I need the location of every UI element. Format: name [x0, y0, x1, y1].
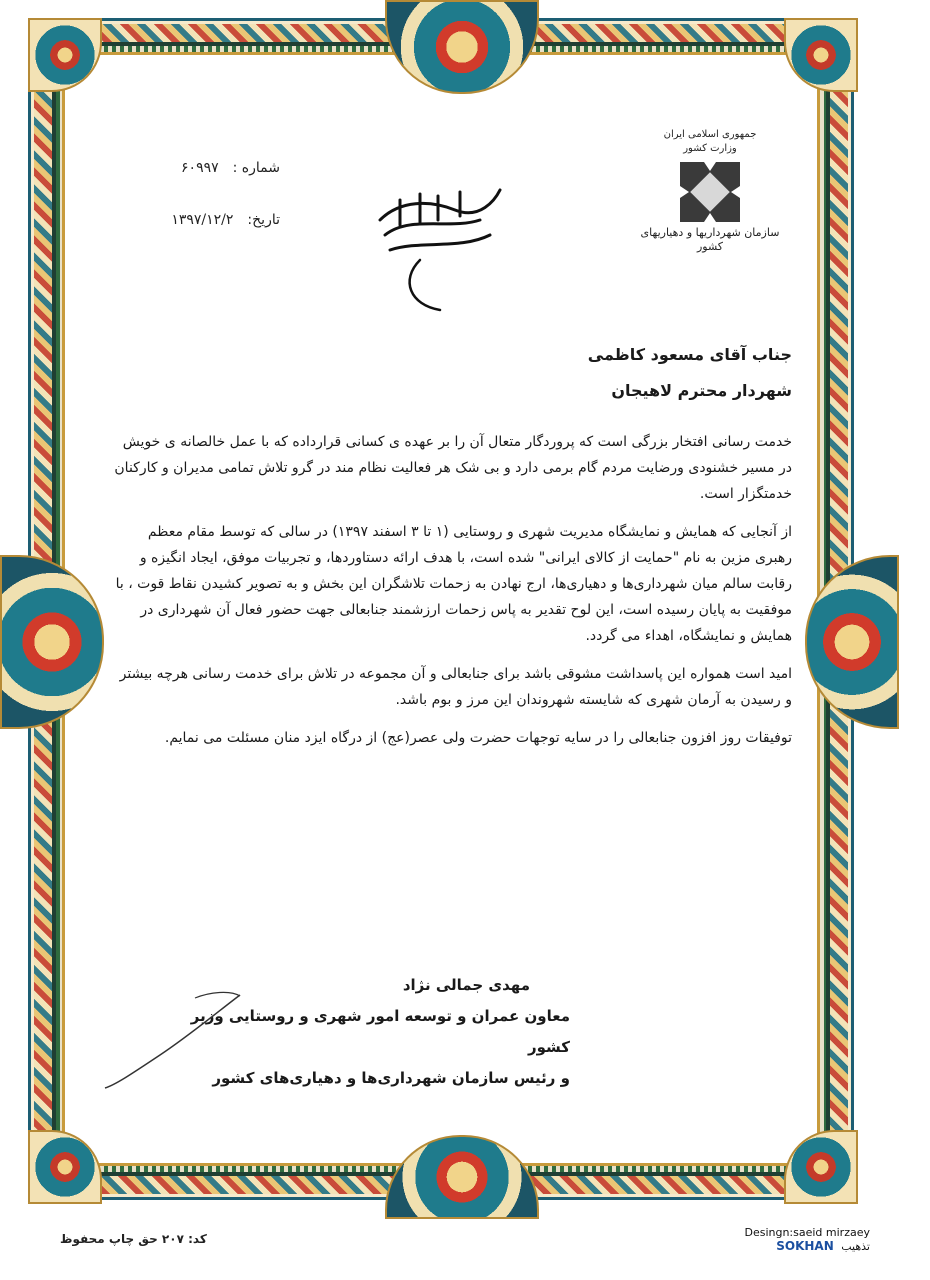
paragraph-1: خدمت رسانی افتخار بزرگی است که پروردگار متعال آن را بر عهده ی کسانی قرارداده که با عمل خالصانه ی خویش در مسیر خشنودی ورضایت مردم گام برمی دارد و بی شک هر فعالیت نظام مند در گرو تلاش تمامی مدیران و کارکنان خدمتگزار است. — [114, 434, 792, 502]
ministry-logo-block — [640, 128, 780, 254]
handwritten-signature — [100, 990, 250, 1090]
signatory-name: مهدی جمالی نژاد — [402, 976, 530, 994]
letter-number — [120, 160, 280, 176]
logo-line-republic: جمهوری اسلامی ایران — [663, 129, 757, 140]
signatory-title-1: معاون عمران و توسعه امور شهری و روستایی وزیر کشور — [190, 1007, 570, 1056]
date-label: تاریخ: — [247, 212, 280, 228]
basmala-calligraphy — [360, 180, 510, 320]
paragraph-2: از آنجایی که همایش و نمایشگاه مدیریت شهری و روستایی (۱ تا ۳ اسفند ۱۳۹۷) در سالی که توسط مقام معظم رهبری مزین به نام "حمایت از کالای ایرانی" شده است، با هدف ارائه دستاوردها، و تجربیات موفق، ایجاد انگیزه و رقابت سالم میان شهرداری‌ها و دهیاری‌ها، ارج نهادن به زحمات تلاشگران این بخش و به تصویر کشیدن نقاط قوت ، با موفقیت به پایان رسیده است، این لوح تقدیر به پاس زحمات ارزشمند جنابعالی جهت حضور فعال آن شهرداری در همایش و نمایشگاه، اهداء می گردد. — [115, 524, 792, 644]
letter-date — [120, 212, 280, 228]
number-value: ۶۰۹۹۷ — [181, 160, 219, 176]
addressee-name: جناب آقای مسعود کاظمی — [587, 345, 792, 364]
addressee-title: شهردار محترم لاهیجان — [611, 381, 792, 400]
letter-body — [112, 345, 792, 751]
logo-org-name: سازمان شهرداریها و دهیاریهای کشور — [640, 226, 780, 253]
logo-line-ministry: وزارت کشور — [683, 143, 737, 154]
signatory-title-2: و رئیس سازمان شهرداری‌ها و دهیاری‌های کشور — [212, 1069, 570, 1087]
paragraph-3: امید است همواره این پاسداشت مشوقی باشد برای جنابعالی و آن مجموعه در تلاش برای خدمت رسانی هرچه بیشتر و رسیدن به آرمان شهری که شایسته شهروندان این مرز و بوم باشد. — [119, 666, 792, 708]
ministry-emblem-icon — [680, 162, 740, 222]
date-value: ۱۳۹۷/۱۲/۲ — [171, 212, 234, 228]
brand-suffix: تذهیب — [841, 1240, 870, 1253]
designer-credit: Desingn:saeid mirzaey — [744, 1226, 870, 1239]
paragraph-4: توفیقات روز افزون جنابعالی را در سایه توجهات حضرت ولی عصر(عج) از درگاه ایزد منان مسئلت می نمایم. — [164, 730, 792, 746]
number-label: شماره : — [232, 160, 280, 176]
footer-design-credit — [744, 1226, 870, 1253]
footer-code: کد: ۲۰۷ حق چاپ محفوظ — [60, 1232, 207, 1246]
brand-name: SOKHAN — [776, 1239, 834, 1253]
